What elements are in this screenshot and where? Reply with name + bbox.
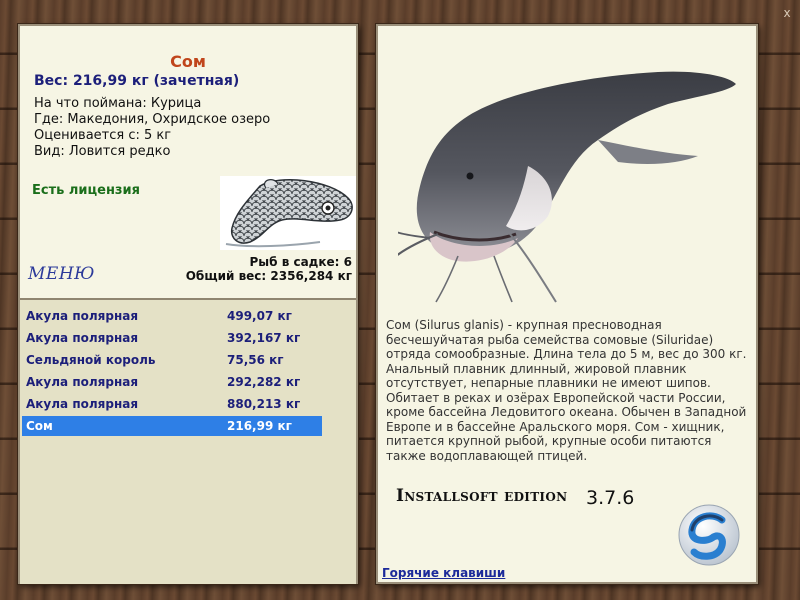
fish-weight-value: 75,56 кг (227, 353, 284, 367)
fish-title: Сом (170, 52, 206, 71)
list-item[interactable] (22, 394, 322, 414)
fish-weight: Вес: 216,99 кг (зачетная) (34, 73, 240, 89)
cage-count: Рыб в садке: 6 (249, 255, 352, 269)
bait-info: На что поймана: Курица (34, 96, 202, 111)
fish-weight-value: 880,213 кг (227, 397, 301, 411)
fish-name: Акула полярная (26, 331, 139, 345)
edition-label: Installsoft edition (396, 486, 568, 506)
list-item[interactable] (22, 306, 322, 326)
location-info: Где: Македония, Охридское озеро (34, 112, 271, 127)
fish-list[interactable] (20, 298, 356, 584)
fish-weight-value: 216,99 кг (227, 419, 292, 433)
close-icon[interactable]: x (783, 6, 791, 20)
catch-details (20, 26, 356, 298)
fish-detail-panel (376, 24, 758, 584)
fish-name: Акула полярная (26, 375, 139, 389)
license-status: Есть лицензия (32, 183, 140, 198)
cage-summary (186, 255, 352, 283)
version-label: 3.7.6 (586, 487, 635, 509)
catch-info-panel (18, 24, 358, 584)
installsoft-logo-icon (676, 502, 742, 568)
fish-name: Акула полярная (26, 397, 139, 411)
fish-weight-value: 292,282 кг (227, 375, 301, 389)
fish-name: Сом (26, 419, 53, 433)
fish-name: Акула полярная (26, 309, 139, 323)
list-item[interactable] (22, 328, 322, 348)
menu-button[interactable]: МЕНЮ (28, 264, 95, 284)
fish-weight-value: 499,07 кг (227, 309, 292, 323)
rated-from-info: Оценивается с: 5 кг (34, 128, 172, 143)
rarity-info: Вид: Ловится редко (34, 144, 171, 159)
hotkeys-link[interactable]: Горячие клавиши (382, 566, 506, 580)
fish-emblem-icon (220, 176, 356, 250)
fish-weight-value: 392,167 кг (227, 331, 301, 345)
catfish-image (398, 56, 738, 306)
list-item-selected[interactable] (22, 416, 322, 436)
list-item[interactable] (22, 372, 322, 392)
cage-total-weight: Общий вес: 2356,284 кг (185, 269, 352, 283)
list-item[interactable] (22, 350, 322, 370)
fish-description: Сом (Silurus glanis) - крупная пресноводная бесчешуйчатая рыба семейства сомовые (Siluridae) отряда сомообразные. Длина тела до 5 м, вес до 300 кг. Анальный плавник длинный, жировой плавник отсутствует, непарные плавники не имеют шипов. Обитает в реках и озёрах Европейской части России, кроме бассейна Ледовитого океана. Обычен в Западной Европе и в бассейне Аральского моря. Сом - хищник, питается крупной рыбой, крупные особи питаются также водоплавающей птицей. (386, 318, 747, 463)
fish-name: Сельдяной король (26, 353, 156, 367)
